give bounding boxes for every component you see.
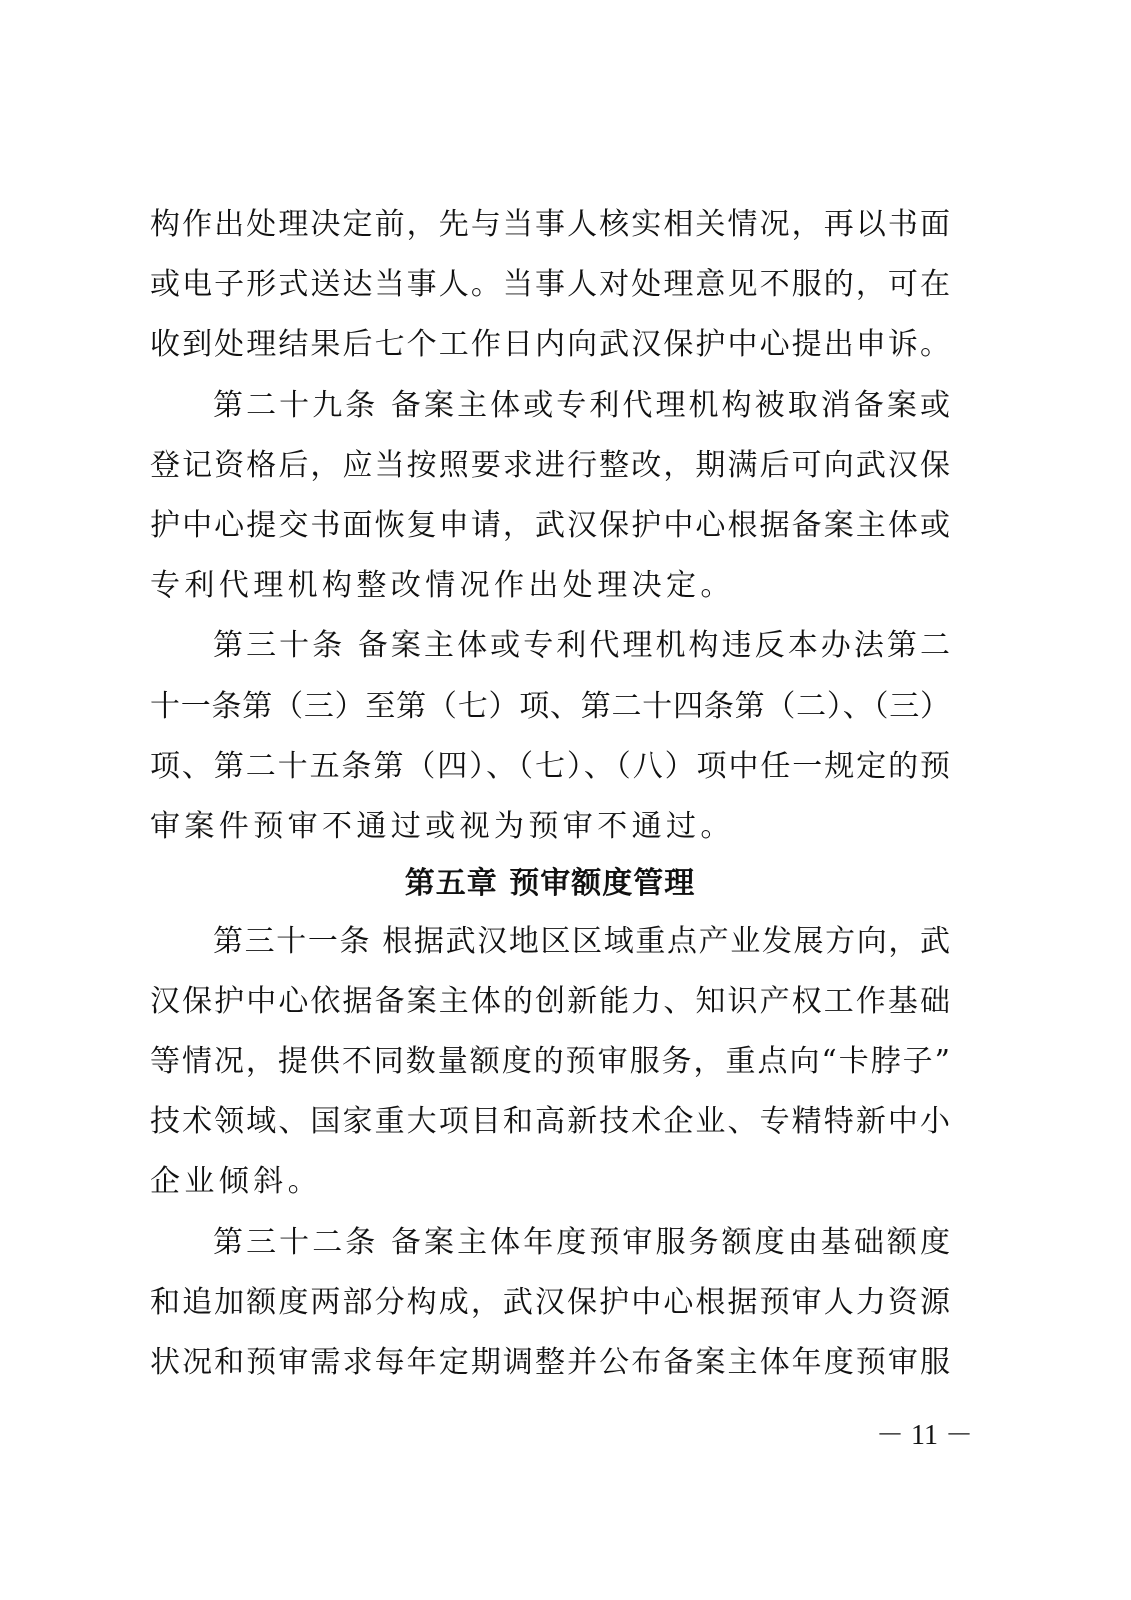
text-line: 登记资格后，应当按照要求进行整改，期满后可向武汉保 xyxy=(150,448,950,483)
text-line: 专利代理机构整改情况作出处理决定。 xyxy=(150,568,735,603)
article-29-first-line: 第二十九条 备案主体或专利代理机构被取消备案或 xyxy=(213,388,950,423)
chapter-heading: 第五章 预审额度管理 xyxy=(404,866,696,901)
text-line: 等情况，提供不同数量额度的预审服务，重点向“卡脖子” xyxy=(150,1044,950,1079)
text-line: 护中心提交书面恢复申请，武汉保护中心根据备案主体或 xyxy=(150,508,950,543)
text-line: 汉保护中心依据备案主体的创新能力、知识产权工作基础 xyxy=(150,984,950,1019)
text-line: 和追加额度两部分构成，武汉保护中心根据预审人力资源 xyxy=(150,1285,950,1320)
text-line: 状况和预审需求每年定期调整并公布备案主体年度预审服 xyxy=(150,1345,950,1380)
text-line: 十一条第（三）至第（七）项、第二十四条第（二）、（三） xyxy=(150,689,950,724)
text-line: 审案件预审不通过或视为预审不通过。 xyxy=(150,809,735,844)
text-line: 技术领域、国家重大项目和高新技术企业、专精特新中小 xyxy=(150,1104,950,1139)
article-30-first-line: 第三十条 备案主体或专利代理机构违反本办法第二 xyxy=(213,628,950,663)
page-number: － 11 － xyxy=(876,1420,973,1451)
article-31-first-line: 第三十一条 根据武汉地区区域重点产业发展方向，武 xyxy=(213,924,950,959)
text-line: 企业倾斜。 xyxy=(150,1164,322,1199)
article-32-first-line: 第三十二条 备案主体年度预审服务额度由基础额度 xyxy=(213,1225,950,1260)
text-line: 项、第二十五条第（四）、（七）、（八）项中任一规定的预 xyxy=(150,749,950,784)
text-line: 收到处理结果后七个工作日内向武汉保护中心提出申诉。 xyxy=(150,327,950,362)
text-line: 或电子形式送达当事人。当事人对处理意见不服的，可在 xyxy=(150,267,950,302)
text-line: 构作出处理决定前，先与当事人核实相关情况，再以书面 xyxy=(150,207,950,242)
